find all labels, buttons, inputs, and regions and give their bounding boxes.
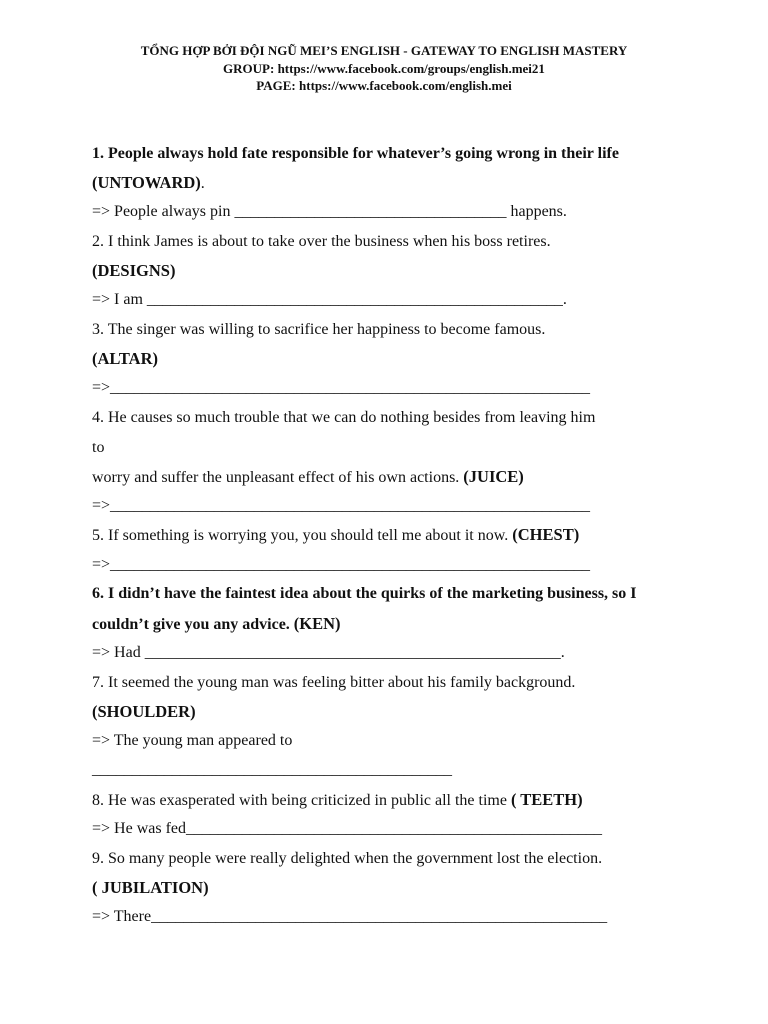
- question-3-keyword: (ALTAR): [92, 349, 159, 368]
- question-3-answer: =>____________________________________________________________: [92, 379, 591, 396]
- question-4-text-tail: worry and suffer the unpleasant effect of his own actions.: [92, 469, 464, 486]
- question-9-text: 9. So many people were really delighted when the government lost the election.: [92, 850, 603, 867]
- question-7-answer-line-2: _____________________________________________: [92, 761, 452, 778]
- question-7-answer-line-1: => The young man appeared to: [92, 732, 293, 749]
- question-1-keyword-suffix: .: [200, 175, 205, 192]
- question-8-answer: => He was fed____________________________________________________: [92, 820, 603, 837]
- question-1-answer: => People always pin __________________________________ happens.: [92, 203, 567, 220]
- question-8-text: 8. He was exasperated with being criticized in public all the time: [92, 792, 511, 809]
- question-9-answer: => There_________________________________________________________: [92, 908, 608, 925]
- question-6-keyword: (KEN): [293, 614, 341, 633]
- question-3-text: 3. The singer was willing to sacrifice her happiness to become famous.: [92, 321, 546, 338]
- question-7-text: 7. It seemed the young man was feeling bitter about his family background.: [92, 674, 576, 691]
- question-2-text: 2. I think James is about to take over the business when his boss retires.: [92, 233, 551, 250]
- question-4-answer: =>____________________________________________________________: [92, 497, 591, 514]
- document-header: [0, 42, 768, 95]
- question-5-answer: =>____________________________________________________________: [92, 556, 591, 573]
- question-6-text-line-2: [92, 614, 341, 635]
- question-8-text-line: [92, 790, 583, 811]
- question-6-text-tail: couldn’t give you any advice.: [92, 616, 294, 633]
- question-1-keyword-line: [92, 173, 205, 194]
- question-8-keyword: ( TEETH): [510, 790, 583, 809]
- question-4-text-line-3: [92, 467, 524, 488]
- header-group-link: GROUP: https://www.facebook.com/groups/english.mei21: [223, 60, 545, 76]
- question-6-text-line-1: 6. I didn’t have the faintest idea about the quirks of the marketing business, so I: [92, 585, 637, 602]
- question-1-text: 1. People always hold fate responsible for whatever’s going wrong in their life: [92, 145, 619, 162]
- header-page-link: PAGE: https://www.facebook.com/english.mei: [256, 78, 512, 93]
- question-4-text-line-1: 4. He causes so much trouble that we can do nothing besides from leaving him: [92, 409, 596, 426]
- question-1-keyword: (UNTOWARD): [92, 173, 201, 192]
- question-2-keyword: (DESIGNS): [92, 261, 176, 280]
- question-5-text-line: [92, 525, 579, 546]
- question-6-answer: => Had ____________________________________________________.: [92, 644, 565, 661]
- question-5-keyword: (CHEST): [512, 525, 580, 544]
- question-7-keyword: (SHOULDER): [92, 702, 196, 721]
- header-title: TỔNG HỢP BỞI ĐỘI NGŨ MEI’S ENGLISH - GATEWAY TO ENGLISH MASTERY: [140, 43, 628, 58]
- question-4-text-line-2: to: [92, 439, 105, 456]
- question-9-keyword: ( JUBILATION): [92, 878, 209, 897]
- question-2-answer: => I am ____________________________________________________.: [92, 291, 567, 308]
- question-4-keyword: (JUICE): [463, 467, 524, 486]
- question-5-text: 5. If something is worrying you, you should tell me about it now.: [92, 527, 513, 544]
